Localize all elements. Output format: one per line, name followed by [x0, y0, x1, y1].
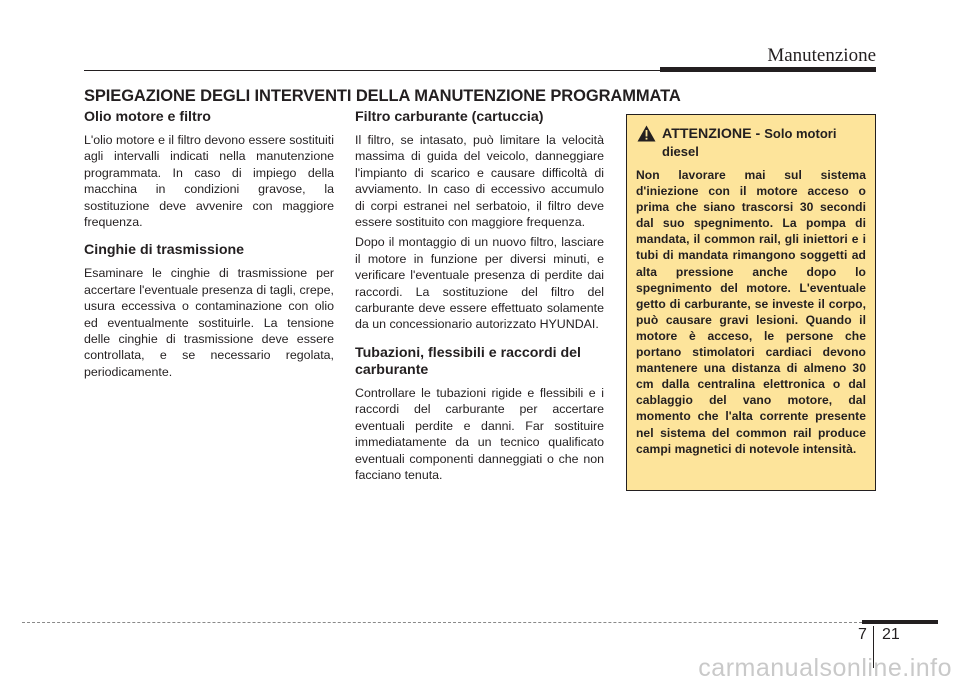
column-middle	[355, 109, 604, 483]
footer-bar	[862, 620, 938, 624]
warning-title-label: ATTENZIONE -	[662, 126, 761, 142]
drive-belts-heading: Cinghie di trasmissione	[84, 242, 245, 259]
fuel-lines-heading: Tubazioni, flessibili e raccordi del carburante	[355, 344, 582, 378]
oil-filter-heading: Olio motore e filtro	[84, 109, 211, 125]
fuel-lines-text: Controllare le tubazioni rigide e flessibili e i raccordi del carburante per accertare eventuali perdite e danni. Far sostituire immediatamente da un tecnico qualificato eventuali componenti danneggiati o che non facciano tenuta.	[355, 385, 604, 482]
warning-body: Non lavorare mai sul sistema d'iniezione con il motore acceso o prima che siano trascorsi 30 secondi dal suo spegnimento. La pompa di mandata, il common rail, gli iniettori e i tubi di mandata rimangono soggetti ad alta pressione anche dopo lo spegnimento del motore. L'eventuale getto di carburante, se investe il corpo, può causare gravi lesioni. Quando il motore è acceso, le persone che portano stimolatori cardiaci devono mantenere una distanza di almeno 30 cm dalla centralina elettronica o dal cablaggio del vano motore, dal momento che l'alta corrente presente nel sistema del common rail produce campi magnetici di notevole intensità.	[636, 168, 866, 456]
chapter-number: 7	[858, 626, 867, 643]
header-bar	[660, 67, 876, 72]
fuel-filter-text-1: Il filtro, se intasato, può limitare la velocità massima di guida del veicolo, danneggiare l'impianto di scarico e causare difficoltà di avviamento. In caso di eccessivo accumulo di corpi estranei nel serbatoio, il filtro deve essere sostituito con maggiore frequenza.	[355, 133, 604, 230]
watermark: carmanualsonline.info	[698, 654, 952, 682]
column-left	[84, 109, 334, 380]
header-rule	[84, 70, 660, 71]
oil-filter-text: L'olio motore e il filtro devono essere sostituiti agli intervalli indicati nella manutenzione programmata. In caso di impiego della macchina in condizioni gravose, la sostituzione deve avvenire con maggiore frequenza.	[84, 133, 334, 230]
section-label: Manutenzione	[767, 45, 876, 66]
page-title: SPIEGAZIONE DEGLI INTERVENTI DELLA MANUTENZIONE PROGRAMMATA	[84, 87, 681, 105]
fuel-filter-heading: Filtro carburante (cartuccia)	[355, 109, 544, 125]
warning-header	[636, 125, 866, 167]
fuel-filter-text-2: Dopo il montaggio di un nuovo filtro, lasciare il motore in funzione per diversi minuti, e verificare l'eventuale presenza di perdite dai raccordi. La sostituzione del filtro del carburante deve essere effettuato solamente da un concessionario autorizzato HYUNDAI.	[355, 235, 604, 332]
footer-rule	[22, 622, 862, 623]
warning-triangle-icon	[637, 125, 656, 142]
warning-box	[626, 114, 876, 491]
drive-belts-text: Esaminare le cinghie di trasmissione per accertare l'eventuale presenza di tagli, crepe, usura eccessiva o contaminazione con olio ed eventualmente sostituirle. La tensione delle cinghie di trasmissione deve essere controllata, e se necessario regolata, periodicamente.	[84, 266, 334, 379]
warning-title	[662, 125, 862, 161]
warning-subtitle: Solo motori diesel	[662, 126, 837, 159]
page-number: 21	[882, 626, 900, 643]
